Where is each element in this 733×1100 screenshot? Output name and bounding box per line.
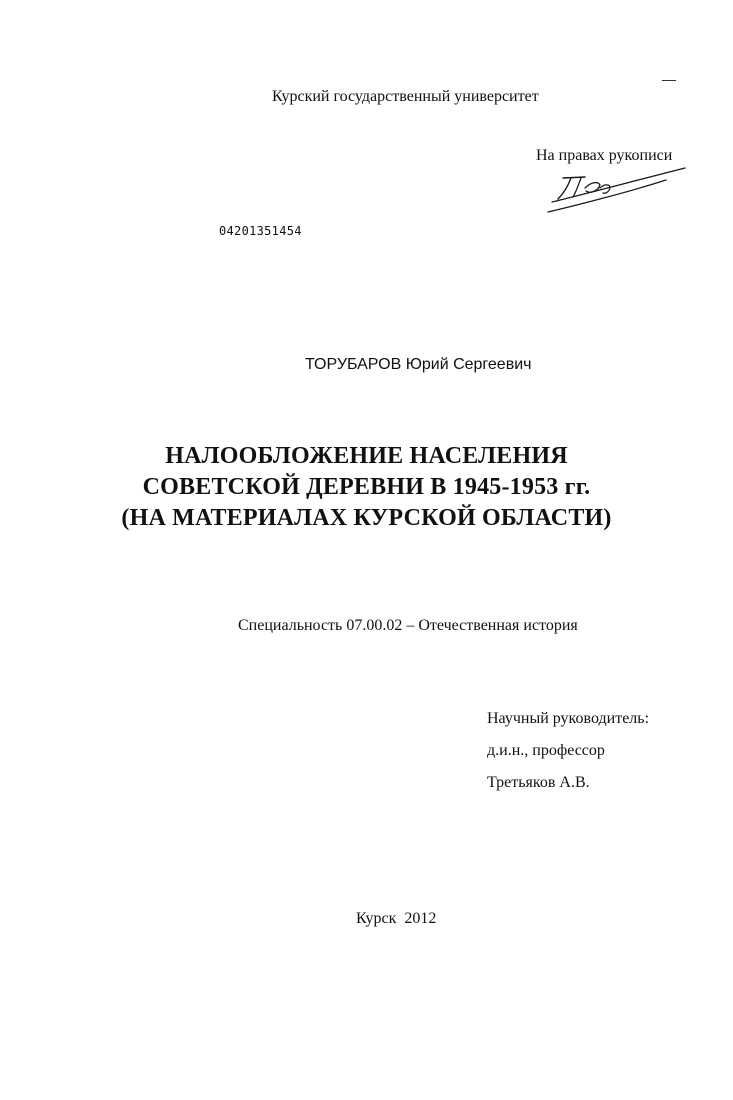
- handwritten-signature-icon: [540, 160, 690, 218]
- title-line: (НА МАТЕРИАЛАХ КУРСКОЙ ОБЛАСТИ): [121, 505, 612, 531]
- corner-mark: [662, 80, 676, 81]
- author-name: ТОРУБАРОВ Юрий Сергеевич: [305, 356, 532, 373]
- scientific-supervisor-block: [487, 703, 649, 799]
- university-name: Курский государственный университет: [272, 88, 539, 105]
- supervisor-degree: д.и.н., профессор: [487, 742, 605, 759]
- archive-barcode-number: 04201351454: [219, 224, 302, 238]
- specialty-line: Специальность 07.00.02 – Отечественная история: [238, 617, 578, 634]
- title-line: СОВЕТСКОЙ ДЕРЕВНИ В 1945-1953 гг.: [142, 474, 591, 500]
- manuscript-rights-note: На правах рукописи: [536, 147, 673, 164]
- city-and-year: Курск 2012: [356, 910, 437, 927]
- supervisor-label: Научный руководитель:: [487, 710, 650, 727]
- supervisor-name: Третьяков А.В.: [487, 774, 590, 791]
- title-line: НАЛООБЛОЖЕНИЕ НАСЕЛЕНИЯ: [165, 443, 568, 469]
- dissertation-title: [0, 441, 733, 534]
